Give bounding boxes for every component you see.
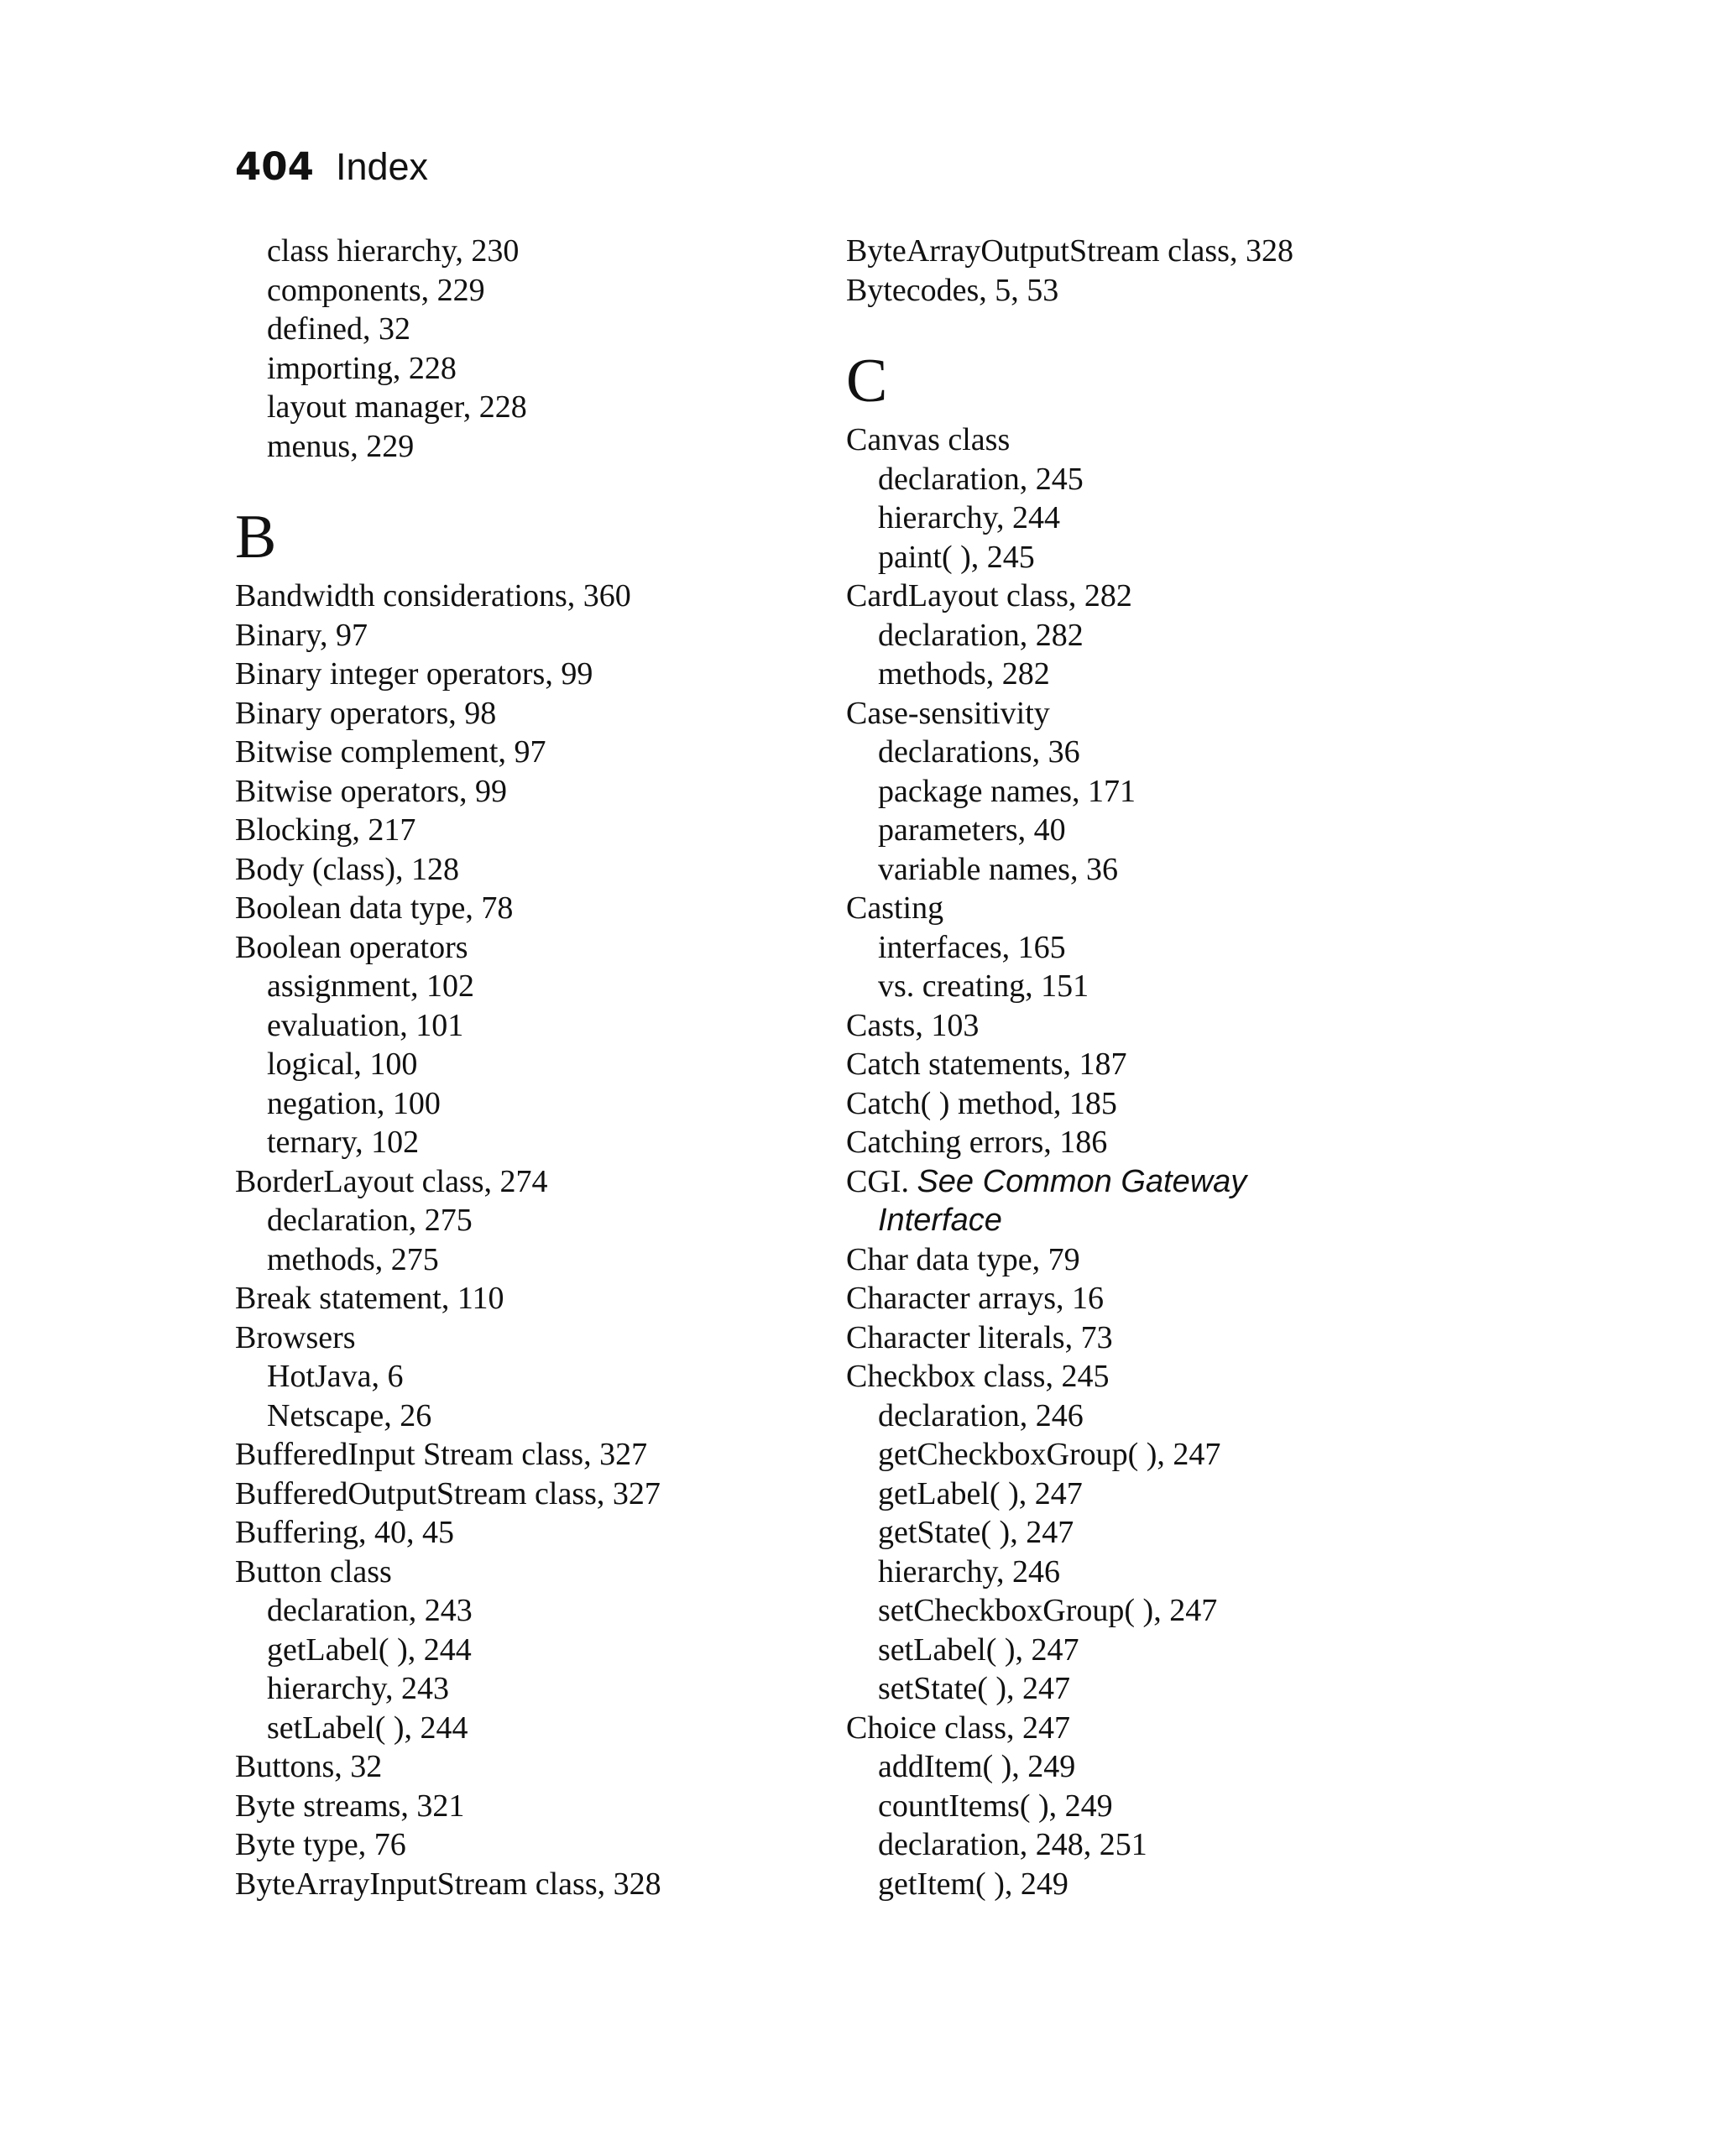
- index-subentry: defined, 32: [267, 311, 410, 347]
- index-entry: BufferedInput Stream class, 327: [235, 1437, 648, 1472]
- index-entry: ByteArrayInputStream class, 328: [235, 1866, 661, 1902]
- index-subentry: layout manager, 228: [267, 389, 527, 425]
- index-entry: Casting: [846, 890, 944, 926]
- section-letter: C: [846, 347, 888, 415]
- index-entry: BufferedOutputStream class, 327: [235, 1475, 661, 1511]
- index-entry: Bitwise operators, 99: [235, 773, 508, 809]
- index-entry-term: CGI.: [846, 1163, 917, 1199]
- index-subentry: class hierarchy, 230: [267, 233, 520, 269]
- index-subentry: getLabel( ), 247: [878, 1475, 1083, 1511]
- index-entry: Bitwise complement, 97: [235, 734, 546, 770]
- section-letter: B: [235, 503, 277, 572]
- index-subentry: declaration, 243: [267, 1593, 473, 1628]
- running-title: Index: [335, 145, 429, 188]
- index-subentry: parameters, 40: [878, 812, 1066, 848]
- index-entry: Byte type, 76: [235, 1827, 406, 1862]
- index-subentry: declarations, 36: [878, 734, 1080, 770]
- index-column-left: [235, 232, 873, 1903]
- index-subentry: declaration, 245: [878, 461, 1084, 497]
- index-entry: Char data type, 79: [846, 1241, 1080, 1277]
- index-entry: Casts, 103: [846, 1007, 980, 1043]
- index-subentry: methods, 275: [267, 1241, 439, 1277]
- index-subentry: setCheckboxGroup( ), 247: [878, 1593, 1218, 1628]
- index-subentry: methods, 282: [878, 656, 1050, 692]
- index-subentry: logical, 100: [267, 1047, 418, 1082]
- index-column-right: [846, 232, 1484, 1903]
- index-subentry: vs. creating, 151: [878, 968, 1089, 1004]
- index-entry: Case-sensitivity: [846, 695, 1050, 731]
- index-subentry: declaration, 275: [267, 1203, 473, 1238]
- index-entry: Bytecodes, 5, 53: [846, 272, 1059, 308]
- see-reference-continuation: Interface: [878, 1203, 1002, 1238]
- index-subentry: setLabel( ), 247: [878, 1631, 1079, 1668]
- index-entry: Byte streams, 321: [235, 1788, 465, 1824]
- index-entry: Catch( ) method, 185: [846, 1085, 1117, 1121]
- see-reference: See Common Gateway: [917, 1163, 1247, 1199]
- page-number: 404: [235, 144, 314, 189]
- index-subentry: negation, 100: [267, 1085, 441, 1121]
- index-subentry: menus, 229: [267, 428, 415, 464]
- index-entry-continuation: [846, 1201, 1484, 1240]
- index-subentry: package names, 171: [878, 773, 1136, 809]
- index-subentry: declaration, 282: [878, 617, 1084, 653]
- index-subentry: ternary, 102: [267, 1125, 420, 1160]
- index-subentry: paint( ), 245: [878, 539, 1035, 575]
- index-entry: Body (class), 128: [235, 851, 460, 887]
- index-entry: Button class: [235, 1553, 392, 1590]
- index-subentry: interfaces, 165: [878, 929, 1066, 965]
- index-subentry: declaration, 248, 251: [878, 1827, 1147, 1862]
- index-subentry: getCheckboxGroup( ), 247: [878, 1437, 1221, 1472]
- index-entry: ByteArrayOutputStream class, 328: [846, 233, 1293, 269]
- index-entry: Binary integer operators, 99: [235, 656, 593, 692]
- index-entry: Bandwidth considerations, 360: [235, 578, 631, 613]
- index-entry: Choice class, 247: [846, 1710, 1071, 1746]
- index-subentry: getItem( ), 249: [878, 1866, 1068, 1902]
- index-subentry: hierarchy, 243: [267, 1671, 449, 1706]
- index-subentry: hierarchy, 246: [878, 1553, 1060, 1590]
- index-entry: Buffering, 40, 45: [235, 1515, 455, 1550]
- index-entry: Character literals, 73: [846, 1319, 1113, 1355]
- index-subentry: importing, 228: [267, 350, 457, 386]
- index-subentry: countItems( ), 249: [878, 1788, 1113, 1824]
- index-subentry: variable names, 36: [878, 851, 1118, 887]
- index-subentry: getState( ), 247: [878, 1515, 1074, 1550]
- index-entry: Buttons, 32: [235, 1749, 383, 1784]
- index-entry: BorderLayout class, 274: [235, 1163, 548, 1199]
- index-entry: [846, 1162, 1484, 1202]
- index-entry: Browsers: [235, 1319, 356, 1355]
- index-entry: Binary, 97: [235, 617, 368, 653]
- index-subentry: declaration, 246: [878, 1397, 1084, 1433]
- page-header: [235, 144, 428, 195]
- index-entry: Blocking, 217: [235, 812, 416, 848]
- index-subentry: setState( ), 247: [878, 1671, 1071, 1706]
- index-subentry: getLabel( ), 244: [267, 1631, 472, 1668]
- index-subentry: HotJava, 6: [267, 1359, 404, 1394]
- index-entry: Boolean operators: [235, 929, 468, 965]
- index-subentry: assignment, 102: [267, 968, 474, 1004]
- index-subentry: addItem( ), 249: [878, 1749, 1076, 1784]
- index-subentry: components, 229: [267, 272, 485, 308]
- index-entry: Catching errors, 186: [846, 1125, 1108, 1160]
- index-entry: Binary operators, 98: [235, 695, 497, 731]
- index-entry: Character arrays, 16: [846, 1281, 1105, 1316]
- index-entry: Canvas class: [846, 422, 1011, 457]
- index-entry: Checkbox class, 245: [846, 1359, 1110, 1394]
- index-subentry: setLabel( ), 244: [267, 1710, 468, 1746]
- index-subentry: hierarchy, 244: [878, 500, 1060, 535]
- index-entry: CardLayout class, 282: [846, 578, 1132, 613]
- index-entry: Break statement, 110: [235, 1281, 504, 1316]
- index-subentry: evaluation, 101: [267, 1007, 464, 1043]
- index-subentry: Netscape, 26: [267, 1397, 432, 1433]
- index-entry: Catch statements, 187: [846, 1047, 1127, 1082]
- index-entry: Boolean data type, 78: [235, 890, 514, 926]
